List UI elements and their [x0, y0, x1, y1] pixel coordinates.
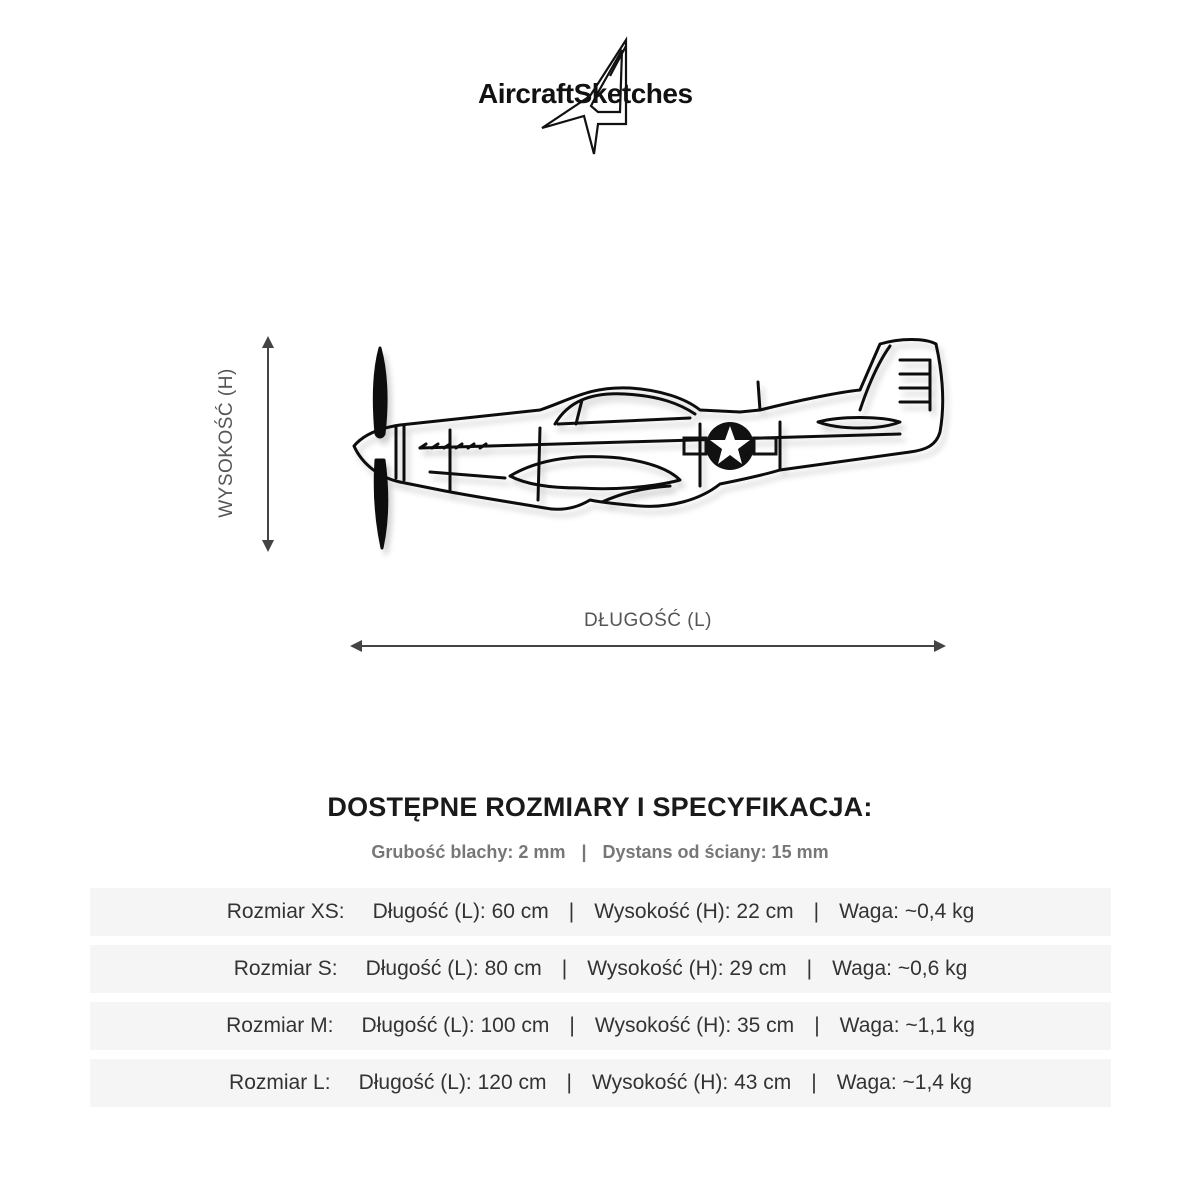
size-row-xs: [90, 888, 1111, 936]
size-row-s: [90, 945, 1111, 993]
size-height: Wysokość (H): 43 cm: [591, 1071, 792, 1094]
row-separator: |: [811, 1071, 817, 1094]
size-weight: Waga: ~1,1 kg: [839, 1014, 975, 1037]
size-name: Rozmiar L:: [229, 1071, 331, 1094]
size-height: Wysokość (H): 22 cm: [594, 900, 794, 923]
brand-name: AircraftSketches: [478, 78, 693, 109]
size-weight: Waga: ~0,4 kg: [839, 900, 975, 923]
length-label: DŁUGOŚĆ (L): [584, 610, 712, 631]
length-dimension-arrow: [350, 636, 946, 656]
size-weight: Waga: ~0,6 kg: [832, 957, 968, 980]
size-height: Wysokość (H): 29 cm: [587, 957, 787, 980]
row-separator: |: [814, 1014, 820, 1037]
size-length: Długość (L): 60 cm: [372, 900, 549, 923]
size-name: Rozmiar S:: [233, 957, 338, 980]
size-length: Długość (L): 100 cm: [361, 1014, 550, 1037]
size-row-l: [90, 1059, 1111, 1107]
size-length: Długość (L): 120 cm: [358, 1071, 547, 1094]
row-separator: |: [561, 957, 568, 980]
brand-logo: [470, 36, 730, 160]
row-separator: |: [806, 957, 813, 980]
spec-title: DOSTĘPNE ROZMIARY I SPECYFIKACJA:: [327, 792, 873, 822]
row-separator: |: [568, 900, 575, 923]
height-label: WYSOKOŚĆ (H): [216, 368, 237, 518]
size-row-m: [90, 1002, 1111, 1050]
size-weight: Waga: ~1,4 kg: [836, 1071, 972, 1094]
size-height: Wysokość (H): 35 cm: [594, 1014, 795, 1037]
size-length: Długość (L): 80 cm: [365, 957, 542, 980]
row-separator: |: [813, 900, 820, 923]
fighter-plane-silhouette-icon: [340, 330, 960, 560]
size-table: [90, 888, 1111, 1116]
size-name: Rozmiar M:: [226, 1014, 334, 1037]
row-separator: |: [569, 1014, 575, 1037]
sheet-thickness: Grubość blachy: 2 mm: [371, 842, 566, 862]
spec-separator: |: [581, 842, 587, 862]
size-name: Rozmiar XS:: [226, 900, 345, 923]
wall-distance: Dystans od ściany: 15 mm: [602, 842, 829, 862]
height-dimension-arrow: [256, 336, 280, 552]
row-separator: |: [566, 1071, 572, 1094]
spec-subtitle: [0, 842, 1200, 863]
